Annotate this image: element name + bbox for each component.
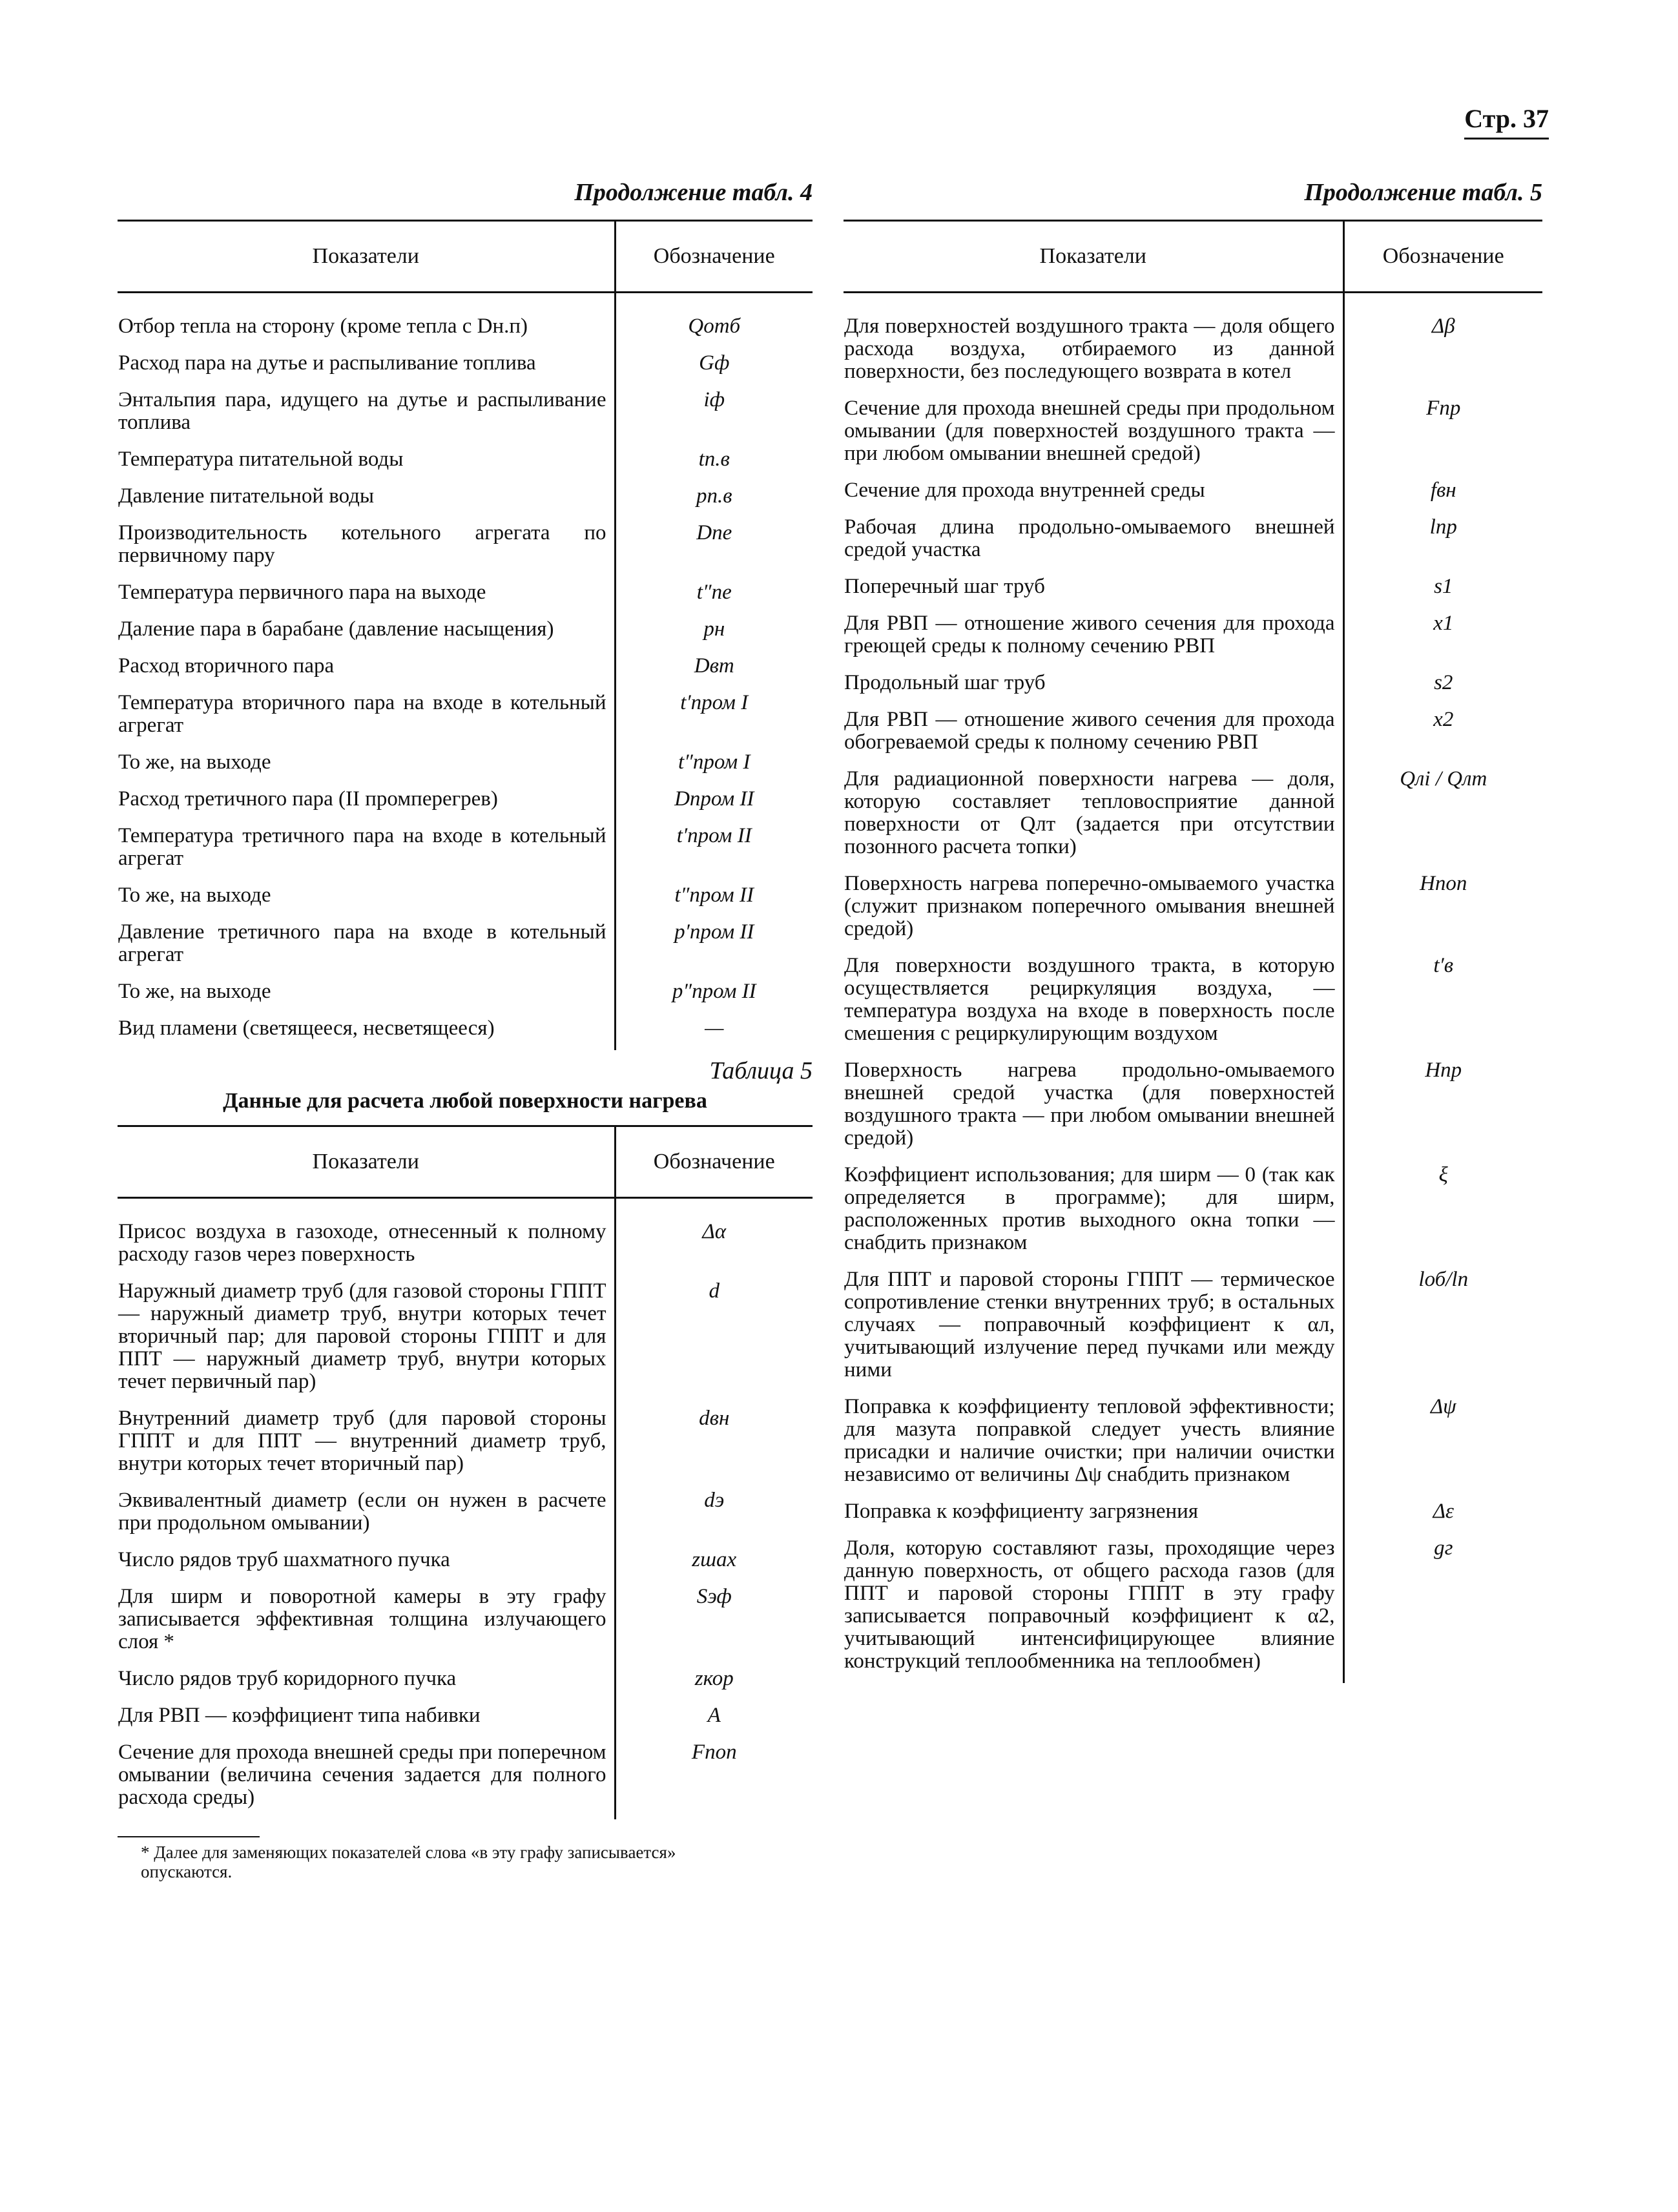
table-row xyxy=(844,668,1542,705)
table-row xyxy=(844,1160,1542,1265)
indicator-cell: Присос воздуха в газоходе, отнесенный к полному расходу газов через поверхность xyxy=(118,1220,606,1266)
table-row xyxy=(118,880,813,917)
symbol-cell: x1 xyxy=(1343,608,1542,668)
table-row xyxy=(844,1496,1542,1533)
indicator-cell: Для РВП — коэффициент типа набивки xyxy=(118,1704,481,1727)
table-row xyxy=(844,293,1542,394)
symbol-cell: t′пром II xyxy=(615,821,813,880)
left-column xyxy=(118,178,813,1881)
symbol-cell: fвн xyxy=(1343,475,1542,512)
symbol-cell: t″пром I xyxy=(615,747,813,784)
symbol-cell: Gф xyxy=(615,348,813,385)
symbol-cell: Dпе xyxy=(615,518,813,577)
indicator-cell: Для поверхностей воздушного тракта — доля общего расхода воздуха, отбираемого из данной поверхности, без последующего возврата в котел xyxy=(844,315,1335,383)
indicator-cell: Температура вторичного пара на входе в котельный агрегат xyxy=(118,691,606,737)
indicator-cell: Поперечный шаг труб xyxy=(844,575,1045,598)
indicator-cell: Сечение для прохода внешней среды при поперечном омывании (величина сечения задается для полного расхода среды) xyxy=(118,1741,606,1809)
table-row xyxy=(118,614,813,651)
symbol-cell: t″пе xyxy=(615,577,813,614)
table-row xyxy=(118,385,813,444)
table4-continuation-label: Продолжение табл. 4 xyxy=(574,179,813,206)
symbol-cell: zкор xyxy=(615,1664,813,1700)
table-row xyxy=(118,444,813,481)
table-row xyxy=(118,821,813,880)
table-row xyxy=(118,1582,813,1664)
table-row xyxy=(118,481,813,518)
table-row xyxy=(118,1545,813,1582)
table5-continued-body xyxy=(844,293,1542,1684)
table5-title: Данные для расчета любой поверхности нагрева xyxy=(223,1089,707,1113)
indicator-cell: Наружный диаметр труб (для газовой стороны ГППТ — наружный диаметр труб, внутри которых течет вторичный пар; для паровой стороны ГППТ и для ППТ — наружный диаметр труб, внутри которых течет первичный пар) xyxy=(118,1279,606,1393)
indicator-cell: Давление третичного пара на входе в котельный агрегат xyxy=(118,920,606,966)
table-row xyxy=(118,747,813,784)
table5-body xyxy=(118,1198,813,1820)
indicator-cell: Расход пара на дутье и распыливание топлива xyxy=(118,351,536,375)
header-indicator: Показатели xyxy=(118,1126,615,1198)
symbol-cell: Fпоп xyxy=(615,1737,813,1819)
table-row xyxy=(118,784,813,821)
table5-continued xyxy=(844,220,1542,1683)
indicator-cell: Для радиационной поверхности нагрева — доля, которую составляет тепловосприятие данной поверхности от Qлт (задается при отсутствии позонного расчета топки) xyxy=(844,767,1335,858)
symbol-cell: pн xyxy=(615,614,813,651)
indicator-cell: То же, на выходе xyxy=(118,750,271,774)
footnote-rule xyxy=(118,1836,260,1837)
table-row xyxy=(844,1055,1542,1160)
symbol-cell: Sэф xyxy=(615,1582,813,1664)
table-row xyxy=(118,348,813,385)
symbol-cell: d xyxy=(615,1276,813,1403)
symbol-cell: Δβ xyxy=(1343,293,1542,394)
table-row xyxy=(118,917,813,977)
table-row xyxy=(118,518,813,577)
symbol-cell: A xyxy=(615,1700,813,1737)
symbol-cell: iф xyxy=(615,385,813,444)
table-row xyxy=(844,393,1542,475)
indicator-cell: Отбор тепла на сторону (кроме тепла с Dн.п) xyxy=(118,315,528,338)
table-row xyxy=(844,1265,1542,1392)
symbol-cell: Δψ xyxy=(1343,1392,1542,1496)
indicator-cell: То же, на выходе xyxy=(118,884,271,907)
indicator-cell: Расход вторичного пара xyxy=(118,654,335,677)
symbol-cell: zшах xyxy=(615,1545,813,1582)
table-row xyxy=(118,688,813,747)
indicator-cell: Поправка к коэффициенту тепловой эффективности; для мазута поправкой следует учесть влияние присадки и наличие очистки; при наличии очистки независимо от величины Δψ снабдить признаком xyxy=(844,1395,1335,1486)
table-row xyxy=(844,572,1542,608)
indicator-cell: Поправка к коэффициенту загрязнения xyxy=(844,1500,1198,1523)
symbol-cell: Hпоп xyxy=(1343,869,1542,951)
table-row xyxy=(118,1700,813,1737)
indicator-cell: Энтальпия пара, идущего на дутье и распыливание топлива xyxy=(118,388,606,434)
indicator-cell: Сечение для прохода внешней среды при продольном омывании (для поверхностей воздушного тракта — при любом омывании внешней средой) xyxy=(844,397,1335,465)
table5-number: Таблица 5 xyxy=(709,1057,813,1084)
indicator-cell: Рабочая длина продольно-омываемого внешней средой участка xyxy=(844,515,1335,561)
symbol-cell: Qлi / Qлт xyxy=(1343,764,1542,869)
table-row xyxy=(844,1392,1542,1496)
indicator-cell: Для РВП — отношение живого сечения для прохода греющей среды к полному сечению РВП xyxy=(844,612,1335,657)
table-row xyxy=(118,651,813,688)
header-symbol: Обозначение xyxy=(615,221,813,293)
indicator-cell: Температура третичного пара на входе в котельный агрегат xyxy=(118,824,606,870)
table-row xyxy=(844,512,1542,572)
indicator-cell: Температура первичного пара на выходе xyxy=(118,581,486,604)
symbol-cell: dвн xyxy=(615,1403,813,1485)
indicator-cell: То же, на выходе xyxy=(118,980,271,1003)
symbol-cell: lоб/lп xyxy=(1343,1265,1542,1392)
table-row xyxy=(118,1403,813,1485)
indicator-cell: Вид пламени (светящееся, несветящееся) xyxy=(118,1017,495,1040)
table-row xyxy=(118,1485,813,1545)
table-row xyxy=(118,977,813,1013)
symbol-cell: t′в xyxy=(1343,951,1542,1055)
table5 xyxy=(118,1125,813,1819)
header-indicator: Показатели xyxy=(118,221,615,293)
table-row xyxy=(118,577,813,614)
indicator-cell: Для поверхности воздушного тракта, в которую осуществляется рециркуляция воздуха, — температура воздуха на входе в поверхность после смешения с рециркулирующим воздухом xyxy=(844,954,1335,1045)
header-symbol: Обозначение xyxy=(1343,221,1542,293)
symbol-cell: p″пром II xyxy=(615,977,813,1013)
indicator-cell: Эквивалентный диаметр (если он нужен в расчете при продольном омывании) xyxy=(118,1489,606,1535)
table4-body xyxy=(118,293,813,1051)
right-column xyxy=(844,178,1542,1683)
table-row xyxy=(844,705,1542,764)
symbol-cell: Dвт xyxy=(615,651,813,688)
table-row xyxy=(844,764,1542,869)
symbol-cell: Hпр xyxy=(1343,1055,1542,1160)
indicator-cell: Для ППТ и паровой стороны ГППТ — термическое сопротивление стенки внутренних труб; в остальных случаях — поправочный коэффициент к αл, учитывающий излучение перед пучками или между ними xyxy=(844,1268,1335,1381)
indicator-cell: Внутренний диаметр труб (для паровой стороны ГППТ и для ППТ — внутренний диаметр труб, внутри которых течет вторичный пар) xyxy=(118,1407,606,1475)
indicator-cell: Даление пара в барабане (давление насыщения) xyxy=(118,617,554,641)
symbol-cell: Fпр xyxy=(1343,393,1542,475)
header-symbol: Обозначение xyxy=(615,1126,813,1198)
indicator-cell: Продольный шаг труб xyxy=(844,671,1046,694)
table-row xyxy=(844,608,1542,668)
symbol-cell: p′пром II xyxy=(615,917,813,977)
table-row xyxy=(844,951,1542,1055)
table-row xyxy=(844,475,1542,512)
indicator-cell: Поверхность нагрева продольно-омываемого внешней средой участка (для поверхностей воздушного тракта — при любом омывании внешней средой) xyxy=(844,1059,1335,1150)
indicator-cell: Доля, которую составляют газы, проходящие через данную поверхность, от общего расхода газов (для ППТ и паровой стороны ГППТ в эту графу записывается поправочный коэффициент к α2, учитывающий интенсифицирующее влияние конструкций теплообменника на теплообмен) xyxy=(844,1536,1335,1673)
indicator-cell: Давление питательной воды xyxy=(118,484,375,508)
table-row xyxy=(844,869,1542,951)
symbol-cell: dэ xyxy=(615,1485,813,1545)
symbol-cell: lпр xyxy=(1343,512,1542,572)
table5-continuation-label: Продолжение табл. 5 xyxy=(1304,179,1542,206)
table-row xyxy=(118,1013,813,1050)
symbol-cell: x2 xyxy=(1343,705,1542,764)
table-row xyxy=(118,293,813,349)
symbol-cell: Δα xyxy=(615,1198,813,1277)
symbol-cell: s1 xyxy=(1343,572,1542,608)
indicator-cell: Поверхность нагрева поперечно-омываемого участка (служит признаком поперечного омывания внешней средой) xyxy=(844,872,1335,940)
symbol-cell: t″пром II xyxy=(615,880,813,917)
indicator-cell: Число рядов труб коридорного пучка xyxy=(118,1667,457,1690)
footnote-text: * Далее для заменяющих показателей слова «в эту графу записывается» опускаются. xyxy=(141,1843,676,1881)
table4 xyxy=(118,220,813,1050)
symbol-cell: Δε xyxy=(1343,1496,1542,1533)
table-row xyxy=(118,1276,813,1403)
indicator-cell: Для РВП — отношение живого сечения для прохода обогреваемой среды к полному сечению РВП xyxy=(844,708,1335,754)
indicator-cell: Число рядов труб шахматного пучка xyxy=(118,1548,450,1571)
indicator-cell: Коэффициент использования; для ширм — 0 (так как определяется в программе); для ширм, расположенных против выходного окна топки — снабдить признаком xyxy=(844,1163,1335,1254)
indicator-cell: Расход третичного пара (II промперегрев) xyxy=(118,787,498,811)
symbol-cell: Dпром II xyxy=(615,784,813,821)
symbol-cell: tп.в xyxy=(615,444,813,481)
symbol-cell: gг xyxy=(1343,1533,1542,1683)
indicator-cell: Для ширм и поворотной камеры в эту графу записывается эффективная толщина излучающего слоя * xyxy=(118,1585,606,1653)
table-row xyxy=(118,1737,813,1819)
table-row xyxy=(118,1198,813,1277)
symbol-cell: ξ xyxy=(1343,1160,1542,1265)
symbol-cell: Qотб xyxy=(615,293,813,349)
symbol-cell: t′пром I xyxy=(615,688,813,747)
table-row xyxy=(844,1533,1542,1683)
symbol-cell: s2 xyxy=(1343,668,1542,705)
footnote xyxy=(118,1836,763,1881)
indicator-cell: Температура питательной воды xyxy=(118,448,404,471)
symbol-cell: pп.в xyxy=(615,481,813,518)
indicator-cell: Производительность котельного агрегата по первичному пару xyxy=(118,521,606,567)
page-number: Стр. 37 xyxy=(1464,103,1549,140)
table-row xyxy=(118,1664,813,1700)
indicator-cell: Сечение для прохода внутренней среды xyxy=(844,479,1205,502)
header-indicator: Показатели xyxy=(844,221,1343,293)
symbol-cell: — xyxy=(615,1013,813,1050)
